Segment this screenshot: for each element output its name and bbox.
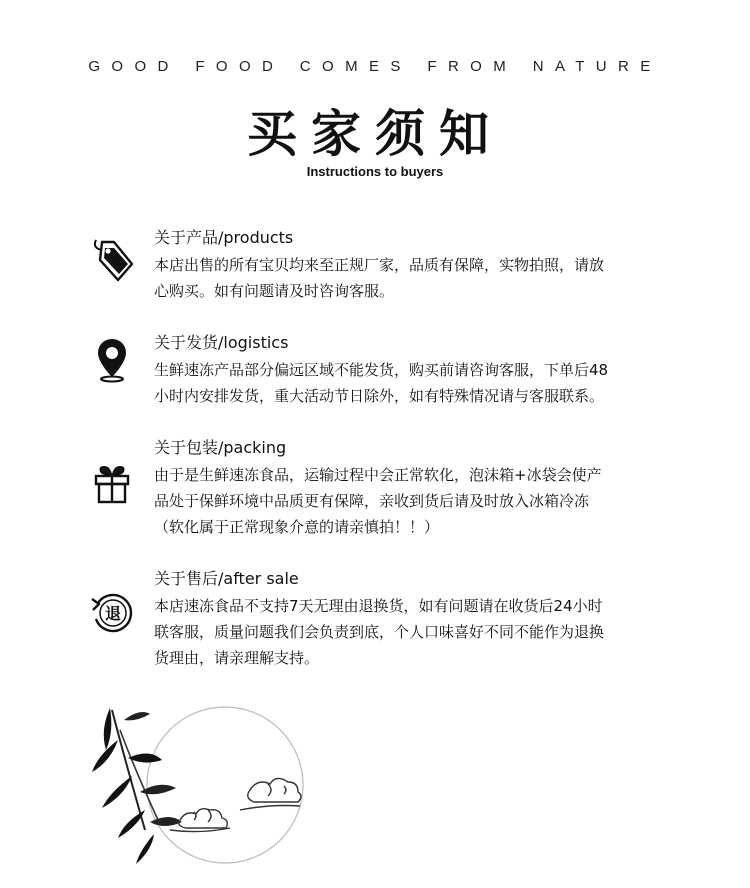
body-line: 本店速冻食品不支持7天无理由退换货，如有问题请在收货后24小时 — [154, 597, 603, 615]
tagline: GOOD FOOD COMES FROM NATURE — [88, 58, 662, 75]
return-icon-glyph: 退 — [104, 604, 122, 623]
body-line: 小时内安排发货，重大活动节日除外，如有特殊情况请与客服联系。 — [154, 387, 605, 405]
return-icon — [88, 589, 136, 637]
page-title: 买家须知 — [247, 105, 503, 163]
body-line: 本店出售的所有宝贝均来至正规厂家，品质有保障，实物拍照，请放 — [154, 256, 605, 274]
section-body — [154, 252, 674, 304]
section-body — [154, 593, 674, 671]
body-line: 心购买。如有问题请及时咨询客服。 — [154, 282, 395, 300]
body-line: 品处于保鲜环境中品质更有保障，亲收到货后请及时放入冰箱冷冻 — [154, 492, 590, 510]
body-line: 货理由，请亲理解支持。 — [154, 649, 320, 667]
body-line: 由于是生鲜速冻食品，运输过程中会正常软化，泡沫箱+冰袋会使产 — [154, 466, 602, 484]
body-line: 生鲜速冻产品部分偏远区域不能发货，购买前请咨询客服，下单后48 — [154, 361, 609, 379]
gift-box-icon — [88, 460, 136, 508]
section-heading: 关于包装/packing — [154, 438, 287, 457]
bamboo-cloud-ornament-icon — [90, 700, 350, 880]
body-line: 联客服，质量问题我们会负责到底，个人口味喜好不同不能作为退换 — [154, 623, 605, 641]
page-subtitle: Instructions to buyers — [306, 164, 444, 179]
section-body — [154, 357, 674, 409]
body-line: （软化属于正常现象介意的请亲慎拍！！） — [154, 518, 440, 536]
section-heading: 关于发货/logistics — [154, 333, 289, 352]
location-pin-icon — [88, 335, 136, 383]
section-heading: 关于售后/after sale — [154, 569, 299, 588]
section-body — [154, 462, 674, 540]
section-heading: 关于产品/products — [154, 228, 294, 247]
price-tag-icon — [88, 236, 136, 284]
